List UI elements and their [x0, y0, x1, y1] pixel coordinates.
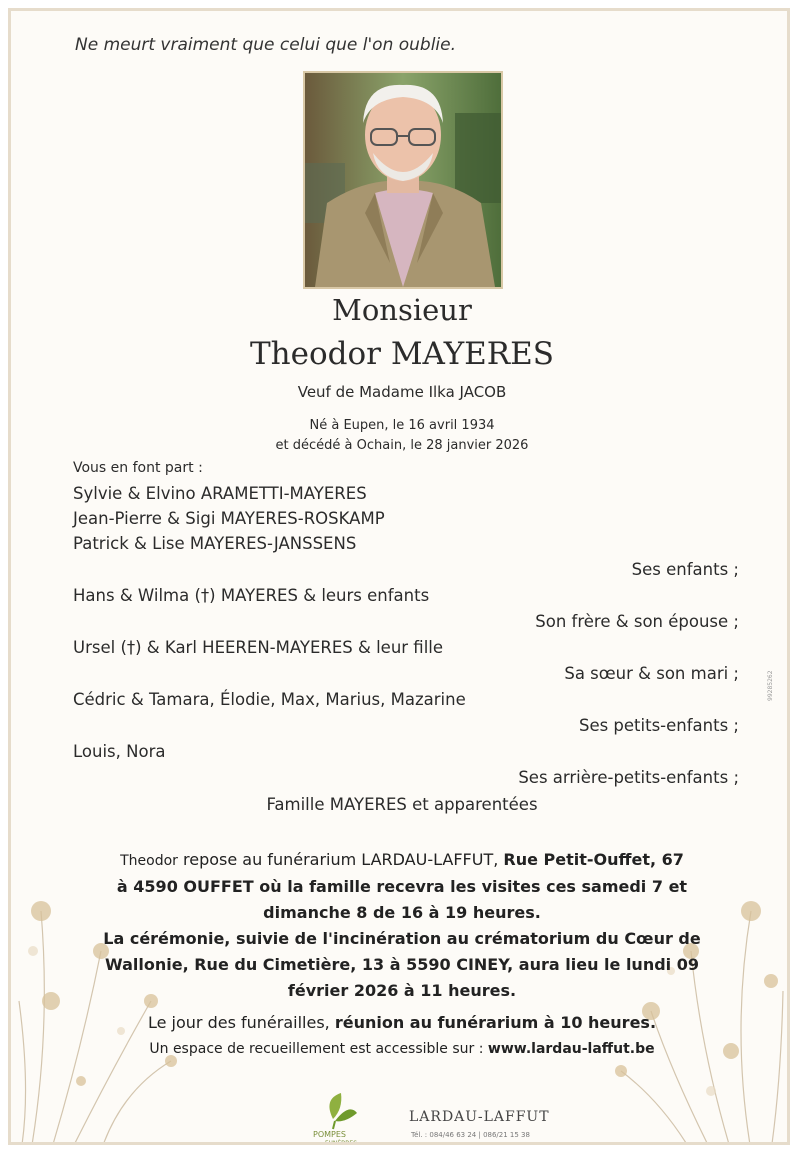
info-line1-text: repose au funérarium LARDAU-LAFFUT, [177, 850, 504, 869]
family-member-line: Sylvie & Elvino ARAMETTI-MAYERES [73, 484, 367, 503]
svg-text:POMPES: POMPES [313, 1130, 346, 1139]
info-line5: Wallonie, Rue du Cimetière, 13 à 5590 CINEY, aura lieu le lundi 09 [105, 955, 699, 974]
family-member-line: Patrick & Lise MAYERES-JANSSENS [73, 534, 357, 553]
svg-text:FUNÈBRES: FUNÈBRES [325, 1140, 358, 1147]
announce-label: Vous en font part : [73, 460, 203, 476]
info-line6: février 2026 à 11 heures. [287, 981, 517, 1000]
info-line7-bold: réunion au funérarium à 10 heures. [334, 1013, 657, 1032]
family-member-line: Jean-Pierre & Sigi MAYERES-ROSKAMP [73, 509, 385, 528]
widow-of: Veuf de Madame Ilka JACOB [297, 383, 507, 401]
obituary-card [8, 8, 790, 1145]
info-line1-address: Rue Petit-Ouffet, 67 [503, 850, 684, 869]
family-closing-line: Famille MAYERES et apparentées [266, 795, 538, 814]
relation-label: Sa sœur & son mari ; [564, 664, 739, 683]
relation-label: Ses enfants ; [631, 560, 739, 579]
death-date: et décédé à Ochain, le 28 janvier 2026 [275, 438, 529, 453]
info-line8-text: Un espace de recueillement est accessible sur : [149, 1041, 488, 1057]
info-line4: La cérémonie, suivie de l'incinération au crématorium du Cœur de [103, 929, 701, 948]
pompes-funebres-logo [313, 1089, 393, 1145]
birth-date: Né à Eupen, le 16 avril 1934 [309, 418, 495, 433]
family-member-line: Louis, Nora [73, 742, 166, 761]
relation-label: Ses arrière-petits-enfants ; [518, 768, 739, 787]
relation-label: Ses petits-enfants ; [578, 716, 739, 735]
funeral-info [11, 847, 790, 1062]
info-line7-text: Le jour des funérailles, [147, 1013, 335, 1032]
birth-death-dates [11, 416, 790, 456]
family-member-line: Hans & Wilma (†) MAYERES & leurs enfants [73, 586, 430, 605]
portrait-photo [303, 71, 503, 289]
motto: Ne meurt vraiment que celui que l'on oublie. [75, 35, 457, 55]
website-link[interactable]: www.lardau-laffut.be [487, 1041, 655, 1057]
info-line2: à 4590 OUFFET où la famille recevra les visites ces samedi 7 et [116, 877, 688, 896]
family-member-line: Ursel (†) & Karl HEEREN-MAYERES & leur fille [73, 638, 444, 657]
company-name: LARDAU-LAFFUT [409, 1109, 550, 1125]
reference-code: 99285262 [767, 670, 774, 701]
info-first-name: Theodor [120, 853, 178, 869]
info-line3: dimanche 8 de 16 à 19 heures. [263, 903, 541, 922]
deceased-name: Theodor MAYERES [249, 336, 554, 372]
relation-label: Son frère & son épouse ; [535, 612, 739, 631]
company-phone: Tél. : 084/46 63 24 | 086/21 15 38 [411, 1131, 530, 1139]
family-member-line: Cédric & Tamara, Élodie, Max, Marius, Mazarine [73, 690, 466, 709]
family-list [73, 481, 739, 819]
honorific: Monsieur [332, 293, 472, 327]
